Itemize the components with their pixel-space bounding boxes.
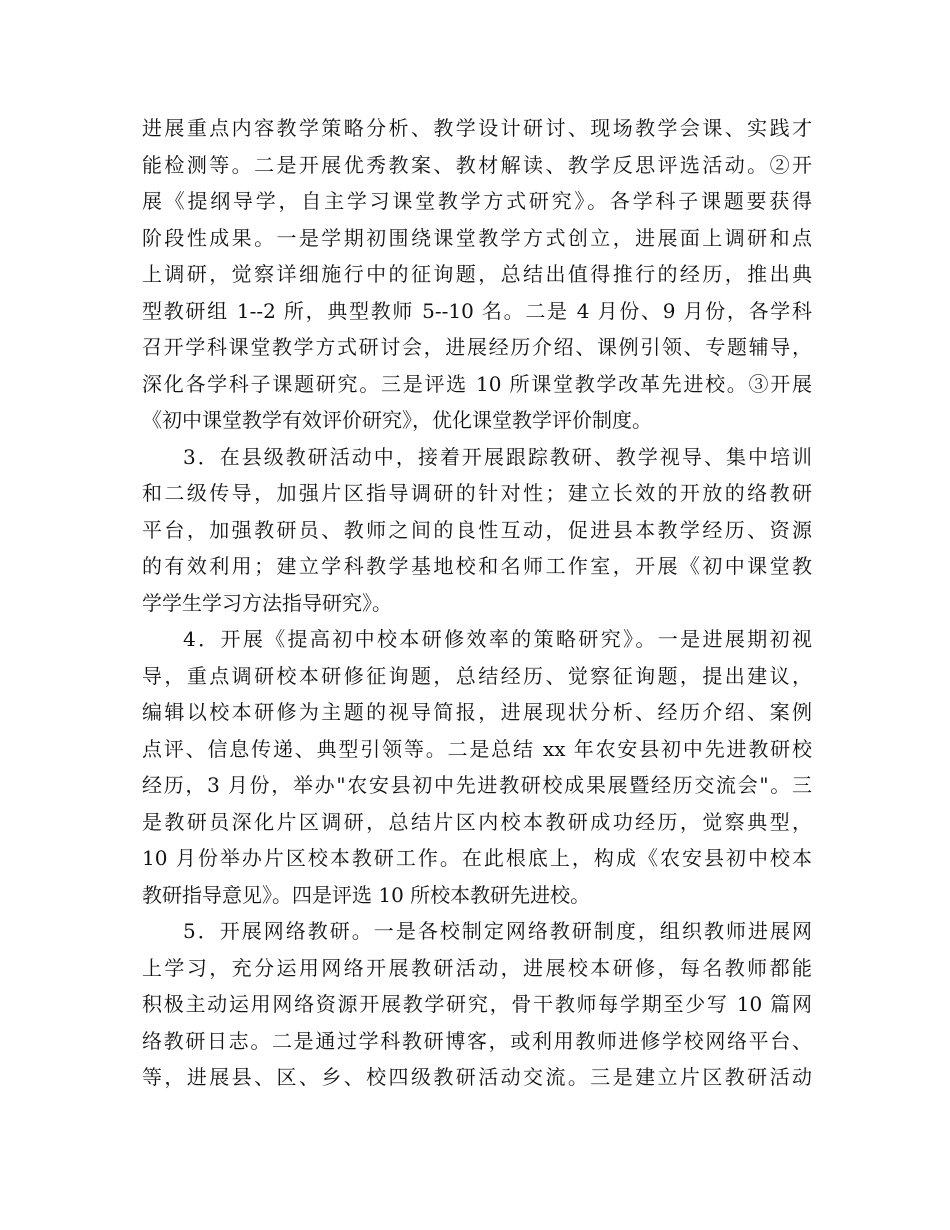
text-line: 进展重点内容教学策略分析、教学设计研讨、现场教学会课、实践才 <box>142 116 812 140</box>
text-line: 10 月份举办片区校本教研工作。在此根底上，构成《农安县初中校本 <box>142 846 812 870</box>
text-line: 展《提纲导学，自主学习课堂教学方式研究》。各学科子课题要获得 <box>142 189 812 213</box>
text-line: 上调研，觉察详细施行中的征询题，总结出值得推行的经历，推出典 <box>142 262 812 286</box>
text-line: 《初中课堂教学有效评价研究》，优化课堂教学评价制度。 <box>142 408 652 432</box>
text-line: 型教研组 1--2 所，典型教师 5--10 名。二是 4 月份、9 月份，各学科 <box>142 298 812 323</box>
text-line: 上学习，充分运用网络开展教研活动，进展校本研修，每名教师都能 <box>142 955 812 980</box>
text-line: 3．在县级教研活动中，接着开展跟踪教研、教学视导、集中培训 <box>183 444 812 469</box>
text-line: 和二级传导，加强片区指导调研的针对性；建立长效的开放的络教研 <box>142 481 812 505</box>
text-line: 导，重点调研校本研修征询题，总结经历、觉察征询题，提出建议， <box>142 663 812 688</box>
text-line: 阶段性成果。一是学期初围绕课堂教学方式创立，进展面上调研和点 <box>142 225 812 250</box>
text-line: 4．开展《提高初中校本研修效率的策略研究》。一是进展期初视 <box>183 627 812 651</box>
text-line: 的有效利用；建立学科教学基地校和名师工作室，开展《初中课堂教 <box>142 554 812 578</box>
document-body <box>142 110 812 1096</box>
text-line: 教研指导意见》。四是评选 10 所校本教研先进校。 <box>142 882 591 907</box>
text-line: 5．开展网络教研。一是各校制定网络教研制度，组织教师进展网 <box>183 919 812 943</box>
text-line: 是教研员深化片区调研，总结片区内校本教研成功经历，觉察典型， <box>142 809 812 834</box>
text-line: 深化各学科子课题研究。三是评选 10 所课堂教学改革先进校。③开展 <box>142 371 812 396</box>
text-line: 召开学科课堂教学方式研讨会，进展经历介绍、课例引领、专题辅导， <box>142 335 812 359</box>
text-line: 编辑以校本研修为主题的视导简报，进展现状分析、经历介绍、案例 <box>142 700 812 724</box>
text-line: 点评、信息传递、典型引领等。二是总结 xx 年农安县初中先进教研校 <box>142 736 812 761</box>
text-line: 学学生学习方法指导研究》。 <box>142 590 392 615</box>
text-line: 积极主动运用网络资源开展教学研究，骨干教师每学期至少写 10 篇网 <box>142 992 812 1016</box>
text-line: 等，进展县、区、乡、校四级教研活动交流。三是建立片区教研活动 <box>142 1065 812 1089</box>
text-line: 能检测等。二是开展优秀教案、教材解读、教学反思评选活动。②开 <box>142 152 812 177</box>
text-line: 经历，3 月份，举办"农安县初中先进教研校成果展暨经历交流会"。三 <box>142 773 812 797</box>
text-line: 平台，加强教研员、教师之间的良性互动，促进县本教学经历、资源 <box>142 517 812 542</box>
text-line: 络教研日志。二是通过学科教研博客，或利用教师进修学校网络平台、 <box>142 1028 812 1053</box>
